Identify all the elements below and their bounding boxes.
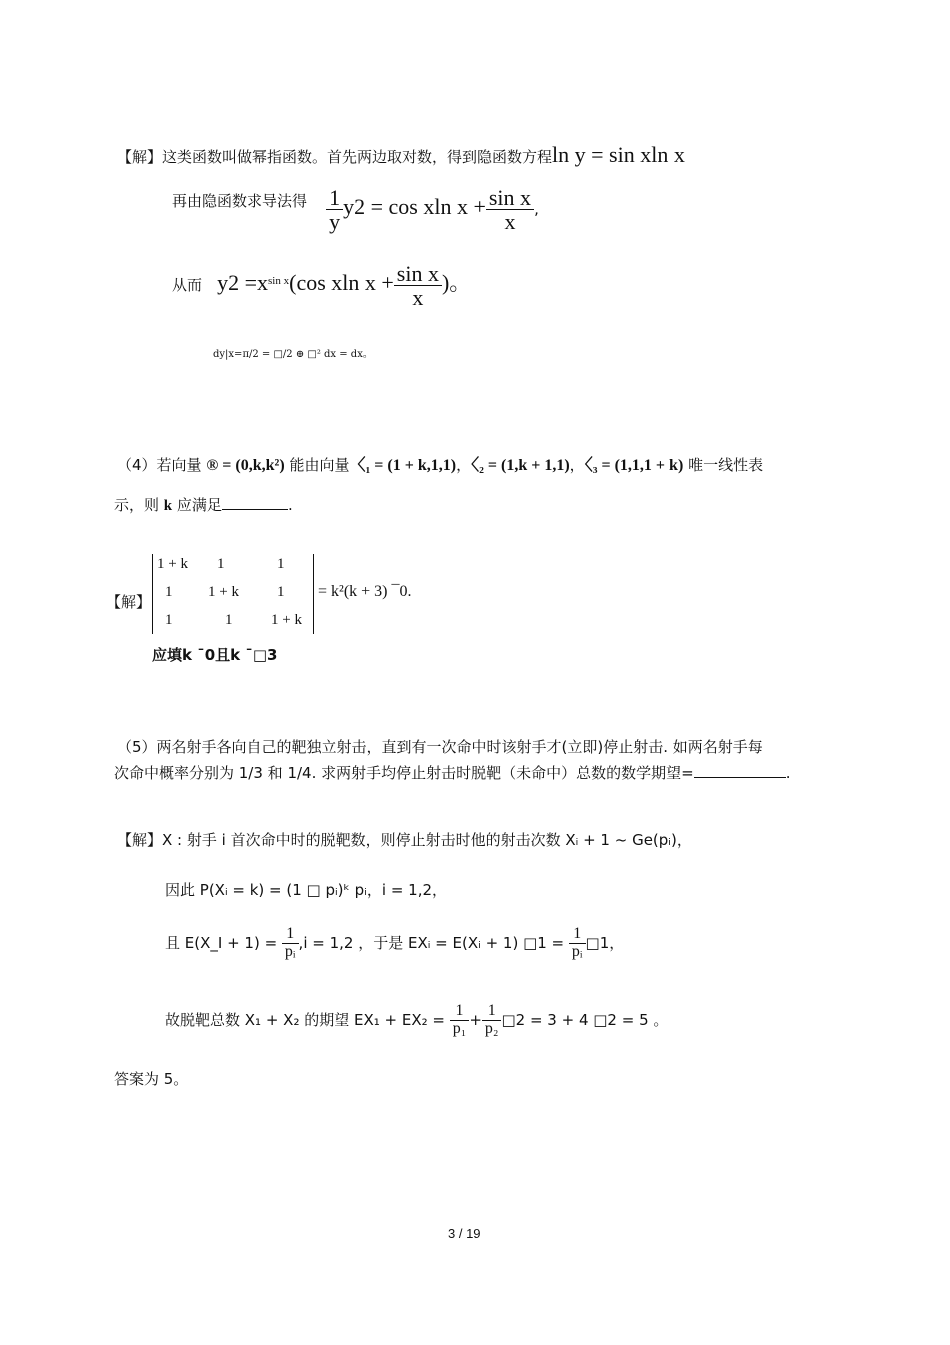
sol5-line4: 故脱靶总数 X₁ + X₂ 的期望 EX₁ + EX₂ = $\frac{1}{\text{p₁}}$ + $\frac{1}{\text{p₂}}$ □2 = 3 + 4 □2 = 5 。 [165, 1002, 669, 1037]
sol4-fill: 应填k ¯0且k ¯□3 [152, 646, 278, 664]
sol4-determinant: 1 + k 1 1 1 1 + k 1 1 1 1 + k [152, 554, 314, 634]
q4-line2: 示，则 k 应满足 . [114, 496, 293, 514]
sol3-eq2: y2 = cos xln x + [343, 194, 486, 220]
page-number: 3 / 19 [448, 1226, 481, 1241]
sol5-line1: 【解】X : 射手 i 首次命中时的脱靶数，则停止射击时他的射击次数 Xᵢ + 1 ~ Ge(pᵢ)， [117, 831, 692, 849]
sol3-line2: 再由隐函数求导法得 $\frac{1}{y}$ y2 = cos xln x + $\frac{\text{sin x}}{x}$ , [172, 185, 539, 235]
sol3-tag: 【解】 [117, 148, 163, 166]
sol3-line1 [117, 142, 685, 168]
sol3-frac-sinx: $\frac{\text{sin x}}{x}$ [486, 186, 534, 233]
sol4-rhs: = k²(k + 3) ¯0. [318, 583, 412, 600]
sol3-frac-1y: $\frac{1}{y}$ [326, 186, 343, 233]
sol4-tag: 【解】 [106, 593, 152, 611]
sol3-line3-prefix: 从而 [172, 276, 203, 295]
q4-answer-blank [222, 495, 288, 510]
q5-answer-blank [694, 763, 786, 778]
sol3-line2-prefix: 再由隐函数求导法得 [172, 192, 308, 210]
sol3-line3: 从而 $y2 =x^{sin x}(\cos$ xln x + $\frac{\text{sin x}}{x}$ )。 [172, 261, 472, 311]
sol3-frac-sinx-2: $\frac{\text{sin x}}{x}$ [394, 262, 442, 309]
q5-line1: （5）两名射手各向自己的靶独立射击，直到有一次命中时该射手才(立即)停止射击. 如两名射手每 [117, 738, 763, 756]
sol3-garbled-formula: dy|x=π/2 = □/2 ⊕ □² dx = dx。 [213, 349, 373, 360]
sol5-line3: 且 E(X_I + 1) = $\frac{1}{\text{pᵢ}}$ ,i = 1,2 ，于是 EXᵢ = E(Xᵢ + 1) □1 = $\frac{1}{\text{pᵢ}}$ □1， [165, 925, 625, 960]
sol5-answer: 答案为 5。 [114, 1070, 189, 1088]
q5-line2: 次命中概率分别为 1/3 和 1/4. 求两射手均停止射击时脱靶（未命中）总数的数学期望= . [114, 764, 791, 782]
sol5-line2: 因此 P(Xᵢ = k) = (1 □ pᵢ)ᵏ pᵢ，i = 1,2， [165, 881, 448, 899]
sol3-intro: 这类函数叫做幂指函数。首先两边取对数，得到隐函数方程 [162, 148, 553, 166]
sol3-eq1: ln y = sin xln x [552, 142, 685, 167]
sol3-eq3a: y2 =x [217, 270, 269, 296]
q4-line1: （4）若向量 ® = (0,k,k²) 能由向量〈₁ = (1 + k,1,1)，〈₂ = (1,k + 1,1)，〈₃ = (1,1,1 + k) 唯一线性表 [117, 456, 764, 474]
